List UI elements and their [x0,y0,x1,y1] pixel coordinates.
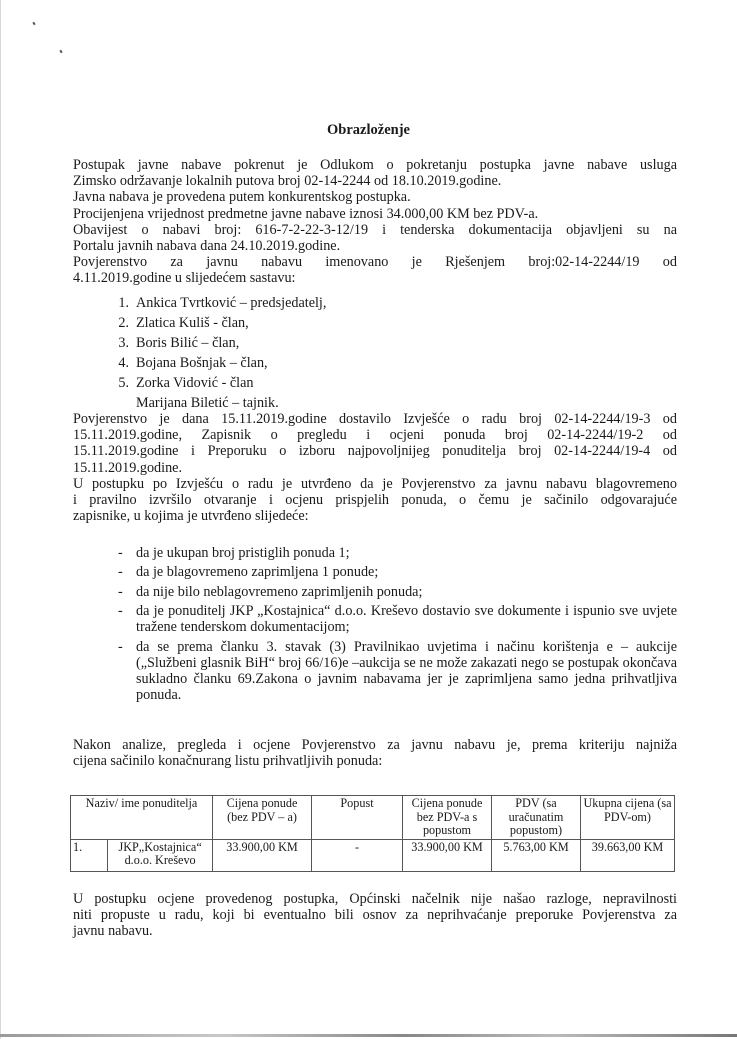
finding-item: - da se prema članku 3. stavak (3) Pravilnikao uvjetima i načinu korištenja e – aukcije („Službeni glasnik BiH“ broj 66/16)e –aukcija se ne može zakazati nego se postupak okončava sukladno članku 69.Zakona o javnim nabavama jer je zaprimljena samo jedna prihvatljiva ponuda. [118,638,677,704]
report-line: Povjerenstvo je dana 15.11.2019.godine dostavilo Izvješće o radu broj 02-14-2244/19-3 od [73,411,677,427]
report-line: 15.11.2019.godine. [73,459,183,476]
header-vat: PDV (sa uračunatim popustom) [492,796,581,840]
finding-item: - da je ukupan broj pristiglih ponuda 1; [118,545,350,561]
header-bidder-name: Naziv/ ime ponuditelja [71,796,213,840]
finding-item: - da nije bilo neblagovremeno zaprimljenih ponuda; [118,583,423,600]
table-header-row [71,796,675,840]
header-price-discounted: Cijena ponude bez PDV-a s popustom [403,796,492,840]
findings-line: U postupku po Izvješću o radu je utvrđeno da je Povjerenstvo za javnu nabavu blagovremeno [73,475,677,492]
conclusion-line: U postupku ocjene provedenog postupka, Općinski načelnik nije našao razloge, nepravilnosti [73,891,677,907]
total-price: 39.663,00 KM [581,839,675,871]
committee-line: Povjerenstvo za javnu nabavu imenovano je Rješenjem broj:02-14-2244/19 od [73,254,677,271]
report-line: 15.11.2019.godine i Preporuku o izboru najpovoljnijeg ponuditelja broj 02-14-2244/19-4 od [73,443,677,460]
finding-item: - da je ponuditelj JKP „Kostajnica“ d.o.o. Kreševo dostavio sve dokumente i ispunio sve uvjete tražene tenderskom dokumentacijom; [118,603,677,636]
header-price: Cijena ponude (bez PDV – a) [213,796,312,840]
committee-line: 4.11.2019.godine u slijedećem sastavu: [73,270,296,287]
finding-item: - da je blagovremeno zaprimljena 1 ponude; [118,564,379,581]
analysis-line: cijena sačinilo konačnurang listu prihvatljivih ponuda: [73,753,383,770]
notice-line: Portalu javnih nabava dana 24.10.2019.godine. [73,238,341,255]
page-edge [0,0,1,1039]
discount: - [312,839,403,871]
price-with-discount: 33.900,00 KM [403,839,492,871]
scan-speck [32,22,35,26]
findings-line: i pravilno izvršilo otvaranje i ocjenu prispjelih ponuda, o čemu je sačinilo odgovarajuće [73,492,677,509]
table-row [71,839,675,871]
conclusion-section [73,891,677,940]
report-line: 15.11.2019.godine, Zapisnik o pregledu i ocjeni ponuda broj 02-14-2244/19-2 od [73,427,677,444]
report-section [73,411,677,524]
bidder-name: JKP„Kostajnica“ d.o.o. Kreševo [108,839,213,871]
conclusion-line: javnu nabavu. [73,923,153,940]
document-title: Obrazloženje [327,122,410,138]
row-number: 1. [71,839,108,871]
intro-line: Zimsko održavanje lokalnih putova broj 02-14-2244 od 18.10.2019.godine. [73,173,502,190]
analysis-section [73,737,677,769]
findings-line: zapisnike, u kojima je utvrđeno slijedeće: [73,508,309,525]
conclusion-line: niti propuste u radu, koji bi eventualno bili osnov za neprihvaćanje preporuke Povjerenstva za [73,907,677,924]
intro-section [73,157,677,287]
page-bottom-edge [0,1034,737,1037]
procedure-line: Javna nabava je provedena putem konkurentskog postupka. [73,189,411,206]
vat-amount: 5.763,00 KM [492,839,581,871]
scan-speck [59,50,62,54]
estimated-value-line: Procijenjena vrijednost predmetne javne nabave iznosi 34.000,00 KM bez PDV-a. [73,205,539,222]
header-discount: Popust [312,796,403,840]
intro-line: Postupak javne nabave pokrenut je Odlukom o pokretanju postupka javne nabave usluga [73,157,677,173]
analysis-line: Nakon analize, pregleda i ocjene Povjerenstvo za javnu nabavu je, prema kriteriju najniža [73,737,677,753]
findings-bullet-list [73,545,677,707]
price-without-vat: 33.900,00 KM [213,839,312,871]
notice-line: Obavijest o nabavi broj: 616-7-2-22-3-12/19 i tenderska dokumentacija objavljeni su na [73,221,677,238]
header-total: Ukupna cijena (sa PDV-om) [581,796,675,840]
offers-rank-table [70,795,675,872]
